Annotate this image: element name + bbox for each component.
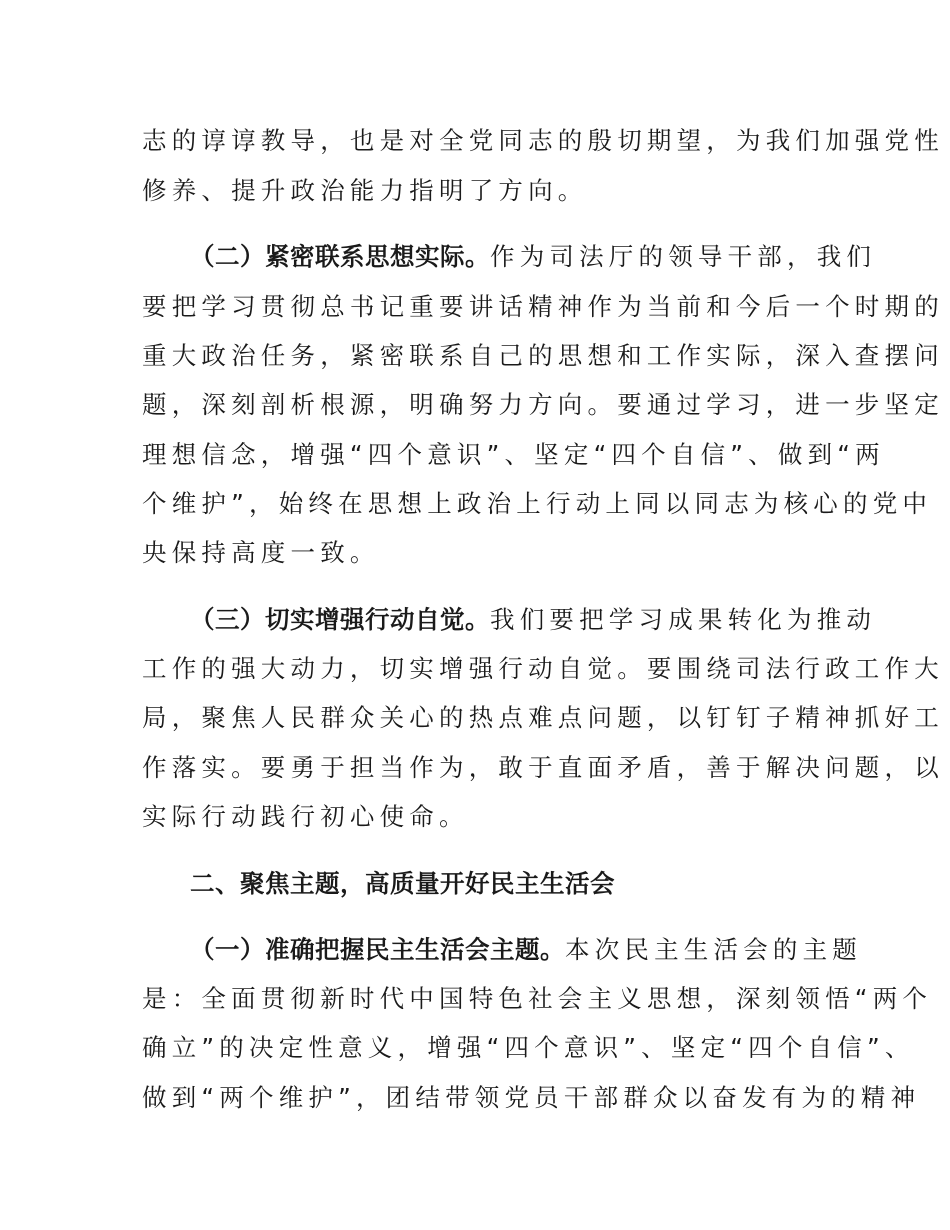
paragraph-heading: （三）切实增强行动自觉。 bbox=[190, 605, 490, 634]
body-text-line: 理想信念，增强“四个意识”、坚定“四个自信”、做到“两 bbox=[142, 440, 885, 469]
paragraph-heading: （一）准确把握民主生活会主题。 bbox=[190, 935, 565, 964]
body-text-line: 是：全面贯彻新时代中国特色社会主义思想，深刻领悟“两个 bbox=[142, 984, 933, 1013]
paragraph-heading: （二）紧密联系思想实际。 bbox=[190, 242, 490, 271]
paragraph-first-line bbox=[190, 930, 862, 970]
body-text-line: 实际行动践行初心使命。 bbox=[142, 802, 469, 831]
body-text: 本次民主生活会的主题 bbox=[565, 935, 862, 964]
body-text-line: 要把学习贯彻总书记重要讲话精神作为当前和今后一个时期的 bbox=[142, 292, 944, 321]
body-text-line: 重大政治任务，紧密联系自己的思想和工作实际，深入查摆问 bbox=[142, 341, 944, 370]
paragraph-first-line bbox=[190, 600, 876, 640]
body-text-line: 工作的强大动力，切实增强行动自觉。要围绕司法行政工作大 bbox=[142, 654, 944, 683]
section-title: 二、聚焦主题，高质量开好民主生活会 bbox=[190, 869, 615, 898]
body-text-line: 志的谆谆教导，也是对全党同志的殷切期望，为我们加强党性 bbox=[142, 126, 944, 155]
body-text: 我们要把学习成果转化为推动 bbox=[490, 605, 877, 634]
body-text-line: 局，聚焦人民群众关心的热点难点问题，以钉钉子精神抓好工 bbox=[142, 703, 944, 732]
body-text-line: 做到“两个维护”，团结带领党员干部群众以奋发有为的精神 bbox=[142, 1083, 921, 1112]
body-text-line: 题，深刻剖析根源，明确努力方向。要通过学习，进一步坚定 bbox=[142, 390, 944, 419]
body-text-line: 修养、提升政治能力指明了方向。 bbox=[142, 176, 588, 205]
body-text: 作为司法厅的领导干部，我们 bbox=[490, 242, 877, 271]
body-text-line: 作落实。要勇于担当作为，敢于直面矛盾，善于解决问题，以 bbox=[142, 753, 944, 782]
paragraph-first-line bbox=[190, 237, 876, 277]
body-text-line: 央保持高度一致。 bbox=[142, 538, 380, 567]
body-text-line: 确立”的决定性意义，增强“四个意识”、坚定“四个自信”、 bbox=[142, 1033, 915, 1062]
body-text-line: 个维护”，始终在思想上政治上行动上同以同志为核心的党中 bbox=[142, 489, 933, 518]
